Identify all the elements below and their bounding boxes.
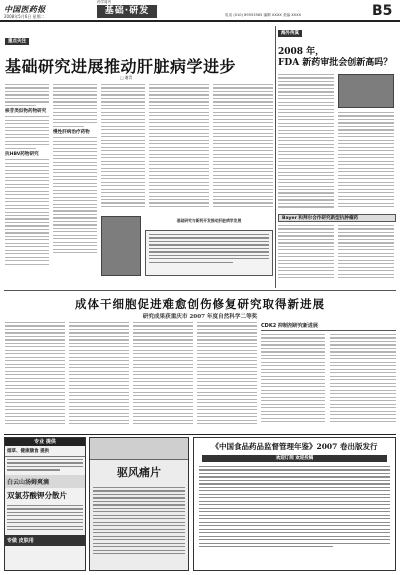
stem-column-2 — [69, 322, 129, 432]
ad-left-text2: 白云山汤姆爽滴 — [5, 475, 85, 488]
ad-yearbook-block — [193, 437, 396, 571]
lead-sidebar-box — [145, 230, 273, 276]
paper-logo: 中国医药报 — [4, 4, 46, 14]
ad-yearbook-title: 《中国食品药品监督管理年鉴》2007 卷出版发行 — [211, 442, 378, 451]
masthead — [0, 0, 400, 22]
section-title: 基础·研发 — [97, 5, 157, 18]
cdk-headline: CDK2 抑制剂研究新进展 — [261, 323, 318, 329]
lead-photo — [101, 216, 141, 276]
bayer-box-header — [278, 214, 396, 222]
lead-column-3 — [101, 84, 145, 214]
column-divider — [275, 26, 276, 288]
lead-subhead-3: 慢性肝病治疗药物 — [53, 130, 90, 136]
cdk-column-2 — [330, 334, 396, 432]
fda-photo — [338, 74, 394, 108]
ad-middle-block — [89, 437, 189, 571]
cdk-column-1 — [261, 334, 325, 432]
section-divider — [4, 290, 396, 291]
lead-headline: 基础研究进展推动肝脏病学进步 — [5, 57, 237, 76]
lead-subhead-2: 抗HBV药物研究 — [5, 152, 39, 158]
fda-column-2 — [338, 112, 394, 214]
lead-subhead-1: 核苷类似物药物研究 — [5, 109, 47, 115]
bayer-column-2 — [338, 225, 394, 285]
lead-column-5 — [213, 84, 273, 214]
lead-column-1 — [5, 84, 49, 284]
cdk-box-header — [261, 322, 396, 331]
stem-cell-headline: 成体干细胞促进难愈创伤修复研究取得新进展 — [75, 297, 325, 311]
page-number: B5 — [372, 3, 393, 19]
ad-left-block — [4, 437, 86, 571]
stem-column-1 — [5, 322, 65, 432]
editor-line: 电话 (010) 89553565 编辑 XXXX 美编 XXXX — [225, 13, 302, 17]
lead-column-4 — [149, 84, 209, 214]
issue-date: 2008年5月6日 星期二 — [4, 14, 45, 19]
ads-divider — [4, 434, 396, 435]
lead-column-2 — [53, 84, 97, 284]
stem-column-4 — [197, 322, 257, 432]
stem-cell-subhead: 研究成果获重庆市 2007 年度自然科学二等奖 — [142, 314, 258, 320]
ad-middle-title: 驱风痛片 — [117, 466, 161, 479]
bayer-headline: Bayer 和拜尔合作研究新型抗肿瘤药 — [282, 216, 359, 221]
fda-headline-line2: FDA 新药审批会创新高吗？ — [278, 58, 393, 68]
fda-headline-line1: 2008 年， — [278, 47, 325, 57]
lead-tag: 重点关注 — [5, 38, 29, 45]
ad-left-text3: 双氯芬酸钾分散片 — [7, 490, 67, 500]
lead-byline: □ 谢青 — [120, 75, 133, 80]
stem-column-3 — [133, 322, 193, 432]
ad-yearbook-subtitle: 欢迎订阅 欢迎投稿 — [202, 455, 387, 462]
ad-left-header: 专业 提供 — [5, 438, 85, 446]
lead-caption: 基础研究与新药开发推动肝脏病学发展 — [176, 218, 242, 223]
section-kicker: 药学周刊 — [97, 0, 111, 4]
ad-left-text1: 烟草、健康膳食 提供 — [5, 446, 85, 457]
fda-headline — [278, 47, 396, 69]
ad-left-text4: 专做 皮肤用 — [5, 535, 85, 546]
fda-column-1 — [278, 74, 334, 214]
fda-tag: 海外传真 — [278, 30, 302, 37]
bayer-column-1 — [278, 225, 334, 285]
